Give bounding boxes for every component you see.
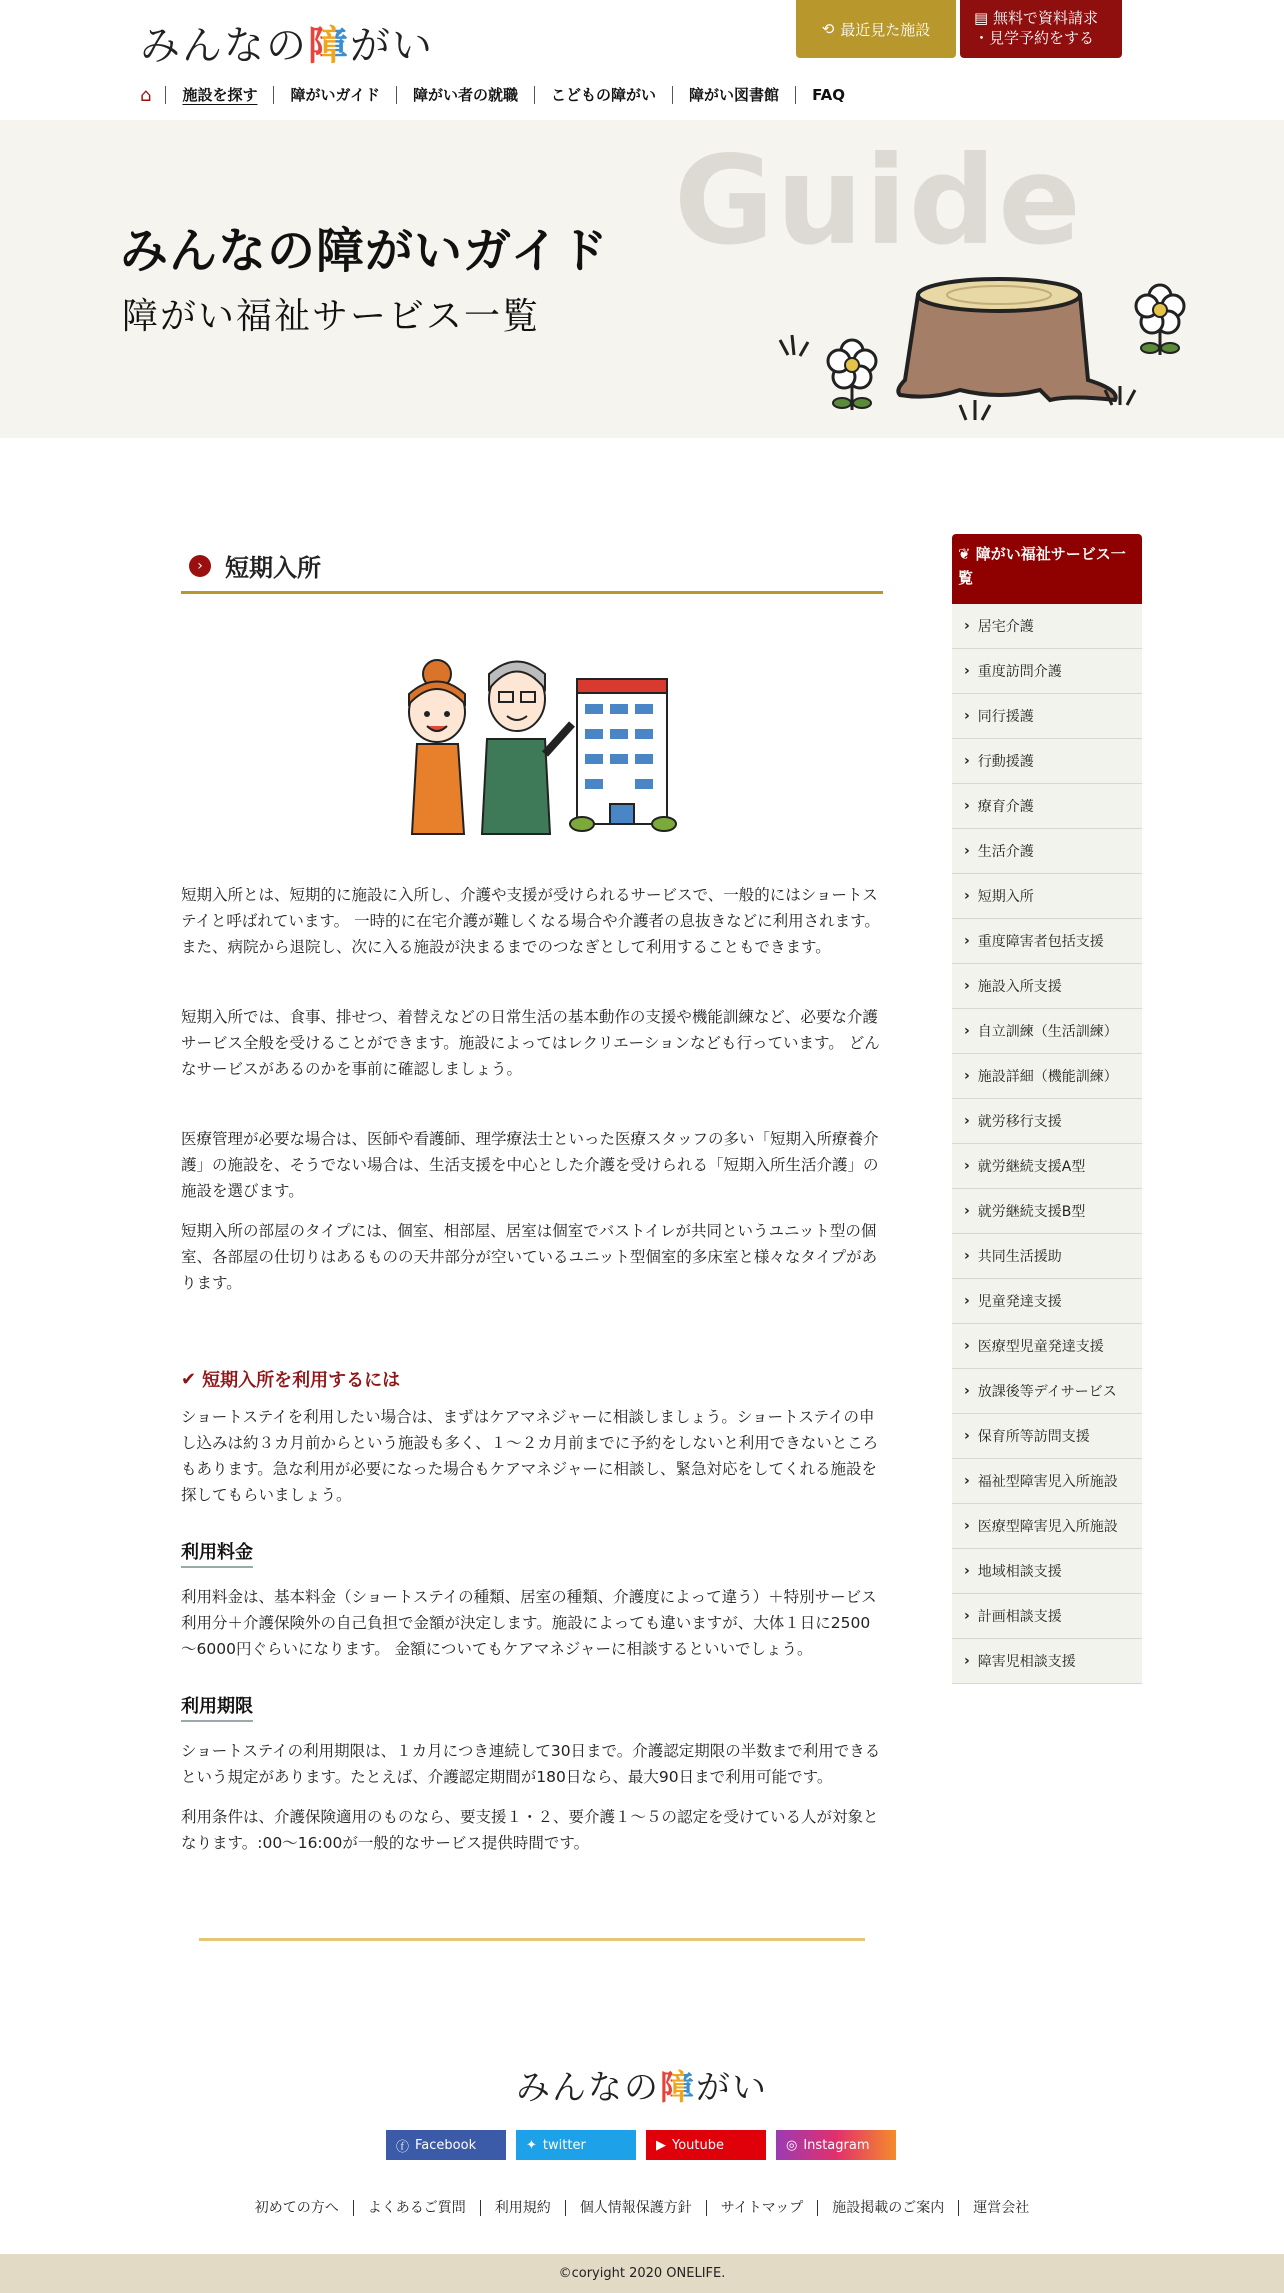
recent-facilities-button[interactable] <box>796 0 956 58</box>
sidebar-item-label: 重度訪問介護 <box>977 664 1062 680</box>
chevron-right-icon: › <box>964 1248 970 1264</box>
sidebar-item-label: 療育介護 <box>977 799 1034 815</box>
sidebar-item[interactable] <box>952 1639 1142 1684</box>
chevron-right-icon: › <box>964 843 970 859</box>
period-text-1: ショートステイの利用期限は、１カ月につき連続して30日まで。介護認定期限の半数まで利用できるという規定があります。たとえば、介護認定期間が180日なら、最大90日まで利用可能です。 <box>181 1742 881 1786</box>
twitter-label: twitter <box>542 2137 586 2153</box>
recent-label: 最近見た施設 <box>840 20 931 39</box>
request-label-2: ・見学予約をする <box>974 29 1095 47</box>
logo-text-end: がい <box>350 23 434 69</box>
sidebar-item[interactable] <box>952 1459 1142 1504</box>
chevron-right-icon: › <box>964 1383 970 1399</box>
footer-logo-text: みんなの <box>516 2068 660 2108</box>
hero-title: みんなの障がいガイド <box>120 223 609 279</box>
chevron-right-icon: › <box>964 1653 970 1669</box>
page-title: 短期入所 <box>225 554 321 582</box>
room-types-paragraph: 短期入所の部屋のタイプには、個室、相部屋、居室は個室でバストイレが共同というユニット型の個室、各部屋の仕切りはあるものの天井部分が空いているユニット型個室的多床室と様々なタイプがあります。 <box>181 1222 878 1292</box>
chevron-right-icon: › <box>964 978 970 994</box>
how-to-use-text: ショートステイを利用したい場合は、まずはケアマネジャーに相談しましょう。ショートステイの申し込みは約３カ月前からという施設も多く、１～２カ月前までに予約をしないと利用できないところもあります。急な利用が必要になった場合もケアマネジャーに相談し、緊急対応をしてくれる施設を探してもらいましょう。 <box>181 1408 879 1504</box>
hero-bg-word: Guide <box>674 130 1083 272</box>
sidebar-item-label: 就労継続支援A型 <box>977 1159 1086 1175</box>
social-links <box>386 2130 896 2160</box>
footer-link[interactable]: 個人情報保護方針 <box>565 2200 706 2216</box>
sidebar-item[interactable] <box>952 1594 1142 1639</box>
sidebar <box>952 534 1142 1684</box>
sidebar-item[interactable] <box>952 1414 1142 1459</box>
nav-item-search[interactable]: 施設を探す <box>165 86 273 104</box>
sidebar-item-label: 医療型児童発達支援 <box>977 1339 1104 1355</box>
youtube-label: Youtube <box>672 2137 724 2153</box>
logo-text: みんなの <box>140 23 308 69</box>
footer-logo-text-end: がい <box>696 2068 768 2108</box>
how-to-use-title: 短期入所を利用するには <box>202 1370 401 1391</box>
sidebar-item[interactable] <box>952 1009 1142 1054</box>
sidebar-item-label: 施設詳細（機能訓練） <box>977 1069 1118 1085</box>
chevron-right-icon: › <box>964 1338 970 1354</box>
sidebar-list <box>952 604 1142 1684</box>
nav-item-guide[interactable]: 障がいガイド <box>273 86 396 104</box>
hero-subtitle: 障がい福祉サービス一覧 <box>122 296 541 337</box>
chevron-right-icon: › <box>964 1113 970 1129</box>
instagram-button[interactable] <box>776 2130 896 2160</box>
sidebar-item[interactable] <box>952 1054 1142 1099</box>
chevron-right-icon: › <box>964 708 970 724</box>
chevron-right-icon: › <box>964 933 970 949</box>
chevron-right-icon: › <box>964 1293 970 1309</box>
site-header <box>0 0 1284 120</box>
intro-paragraph: 短期入所とは、短期的に施設に入所し、介護や支援が受けられるサービスで、一般的にはショートステイと呼ばれています。 一時的に在宅介護が難しくなる場合や介護者の息抜きなどに利用されます。 また、病院から退院し、次に入る施設が決まるまでのつなぎとして利用することもできます。 <box>181 886 880 956</box>
instagram-label: Instagram <box>803 2137 870 2153</box>
sidebar-item-label: 保育所等訪問支援 <box>977 1429 1090 1445</box>
sidebar-item[interactable] <box>952 919 1142 964</box>
sidebar-item[interactable] <box>952 964 1142 1009</box>
sidebar-item-label: 行動援護 <box>977 754 1034 770</box>
footer-logo[interactable] <box>0 2060 1284 2109</box>
sidebar-item[interactable] <box>952 874 1142 919</box>
period-heading: 利用期限 <box>181 1692 253 1722</box>
services-paragraph: 短期入所では、食事、排せつ、着替えなどの日常生活の基本動作の支援や機能訓練など、必要な介護サービス全般を受けることができます。施設によってはレクリエーションなども行っています。 どんなサービスがあるのかを事前に確認しましょう。 <box>181 1008 880 1078</box>
sidebar-item[interactable] <box>952 1369 1142 1414</box>
request-docs-button[interactable] <box>960 0 1122 58</box>
chevron-right-icon: › <box>964 888 970 904</box>
footer-link[interactable]: 利用規約 <box>480 2200 565 2216</box>
facebook-icon: ⓕ <box>396 2139 410 2155</box>
sidebar-item[interactable] <box>952 1324 1142 1369</box>
sidebar-item[interactable] <box>952 1279 1142 1324</box>
footer-divider <box>199 1938 865 1941</box>
history-icon: ⟲ <box>821 20 835 38</box>
footer-link[interactable]: 施設掲載のご案内 <box>817 2200 958 2216</box>
chevron-right-icon: › <box>964 663 970 679</box>
section-title <box>181 540 883 594</box>
sidebar-item[interactable] <box>952 1099 1142 1144</box>
chevron-right-icon: › <box>964 1023 970 1039</box>
chevron-circle-icon: › <box>189 555 211 577</box>
period-text-2: 利用条件は、介護保険適用のものなら、要支援１・２、要介護１～５の認定を受けている人が対象となります。:00〜16:00が一般的なサービス提供時間です。 <box>181 1808 879 1852</box>
sidebar-item-label: 計画相談支援 <box>977 1609 1062 1625</box>
sidebar-item[interactable] <box>952 649 1142 694</box>
sidebar-header <box>952 534 1142 604</box>
sidebar-item[interactable] <box>952 1234 1142 1279</box>
nav-item-library[interactable]: 障がい図書館 <box>672 86 795 104</box>
twitter-icon: ✦ <box>526 2137 537 2153</box>
sidebar-item-label: 地域相談支援 <box>977 1564 1062 1580</box>
home-icon[interactable]: ⌂ <box>140 84 152 106</box>
medical-paragraph: 医療管理が必要な場合は、医師や看護師、理学療法士といった医療スタッフの多い「短期入所療養介護」の施設を、そうでない場合は、生活支援を中心とした介護を受けられる「短期入所生活介護」の施設を選びます。 <box>181 1130 879 1200</box>
sidebar-item-label: 福祉型障害児入所施設 <box>977 1474 1118 1490</box>
sidebar-item-label: 施設入所支援 <box>977 979 1062 995</box>
nav-item-faq[interactable]: FAQ <box>795 86 861 104</box>
caregiver-elder-building-illustration <box>382 644 682 844</box>
sidebar-item[interactable] <box>952 784 1142 829</box>
sidebar-item-label: 同行援護 <box>977 709 1034 725</box>
footer-links <box>0 2200 1284 2216</box>
sidebar-item-label: 就労移行支援 <box>977 1114 1062 1130</box>
chevron-right-icon: › <box>964 798 970 814</box>
hero-banner <box>0 120 1284 438</box>
sidebar-item[interactable] <box>952 739 1142 784</box>
copyright: ©coryight 2020 ONELIFE. <box>0 2254 1284 2293</box>
sidebar-item-label: 重度障害者包括支援 <box>977 934 1104 950</box>
main-content <box>181 540 883 1856</box>
chevron-right-icon: › <box>964 1473 970 1489</box>
fee-heading: 利用料金 <box>181 1538 253 1568</box>
request-label-1: 無料で資料請求 <box>992 9 1098 27</box>
sidebar-item[interactable] <box>952 1144 1142 1189</box>
chevron-right-icon: › <box>964 1608 970 1624</box>
nav-item-kids[interactable]: こどもの障がい <box>534 86 672 104</box>
sidebar-item-label: 児童発達支援 <box>977 1294 1062 1310</box>
sidebar-item[interactable] <box>952 1189 1142 1234</box>
chevron-right-icon: › <box>964 1068 970 1084</box>
chevron-right-icon: › <box>964 1563 970 1579</box>
check-icon: ✔ <box>181 1368 197 1390</box>
youtube-icon: ▶ <box>656 2137 666 2153</box>
sidebar-item-label: 医療型障害児入所施設 <box>977 1519 1118 1535</box>
chevron-right-icon: › <box>964 753 970 769</box>
sidebar-item-label: 放課後等デイサービス <box>977 1384 1117 1400</box>
sidebar-item[interactable] <box>952 604 1142 649</box>
chevron-right-icon: › <box>964 1158 970 1174</box>
sidebar-item[interactable] <box>952 1549 1142 1594</box>
footer-link[interactable]: 運営会社 <box>958 2200 1043 2216</box>
document-icon: ▤ <box>974 9 993 27</box>
logo-kanji: 障 <box>308 14 350 71</box>
chevron-right-icon: › <box>964 1203 970 1219</box>
footer-link[interactable]: サイトマップ <box>706 2200 817 2216</box>
sidebar-item-label: 居宅介護 <box>977 619 1034 635</box>
sidebar-title: 障がい福祉サービス一覧 <box>958 545 1126 587</box>
sidebar-item-label: 共同生活援助 <box>977 1249 1062 1265</box>
instagram-icon: ◎ <box>786 2137 798 2153</box>
chevron-right-icon: › <box>964 1428 970 1444</box>
facebook-label: Facebook <box>415 2137 477 2153</box>
footer-link[interactable]: よくあるご質問 <box>353 2200 480 2216</box>
sidebar-item[interactable] <box>952 694 1142 739</box>
how-to-use-heading <box>181 1366 883 1392</box>
sidebar-item[interactable] <box>952 1504 1142 1549</box>
site-logo[interactable] <box>140 14 434 71</box>
youtube-button[interactable] <box>646 2130 766 2160</box>
stump-flowers-illustration <box>770 250 1200 430</box>
sidebar-item-label: 障害児相談支援 <box>977 1654 1076 1670</box>
sidebar-item-label: 短期入所 <box>977 889 1034 905</box>
chevron-right-icon: › <box>964 618 970 634</box>
fee-text: 利用料金は、基本料金（ショートステイの種類、居室の種類、介護度によって違う）＋特別サービス利用分＋介護保険外の自己負担で金額が決定します。施設によっても違いますが、大体１日に2500～6000円ぐらいになります。 金額についてもケアマネジャーに相談するといいでしょう。 <box>181 1588 877 1658</box>
footer-logo-kanji: 障 <box>660 2060 696 2109</box>
main-nav <box>140 84 861 106</box>
sidebar-item-label: 生活介護 <box>977 844 1034 860</box>
footer-link[interactable]: 初めての方へ <box>254 2200 339 2216</box>
facebook-button[interactable] <box>386 2130 506 2160</box>
sidebar-item[interactable] <box>952 829 1142 874</box>
twitter-button[interactable] <box>516 2130 636 2160</box>
sidebar-item-label: 就労継続支援B型 <box>977 1204 1086 1220</box>
sidebar-item-label: 自立訓練（生活訓練） <box>977 1024 1118 1040</box>
chevron-right-icon: › <box>964 1518 970 1534</box>
nav-item-jobs[interactable]: 障がい者の就職 <box>396 86 534 104</box>
leaf-icon: ❦ <box>958 545 976 563</box>
